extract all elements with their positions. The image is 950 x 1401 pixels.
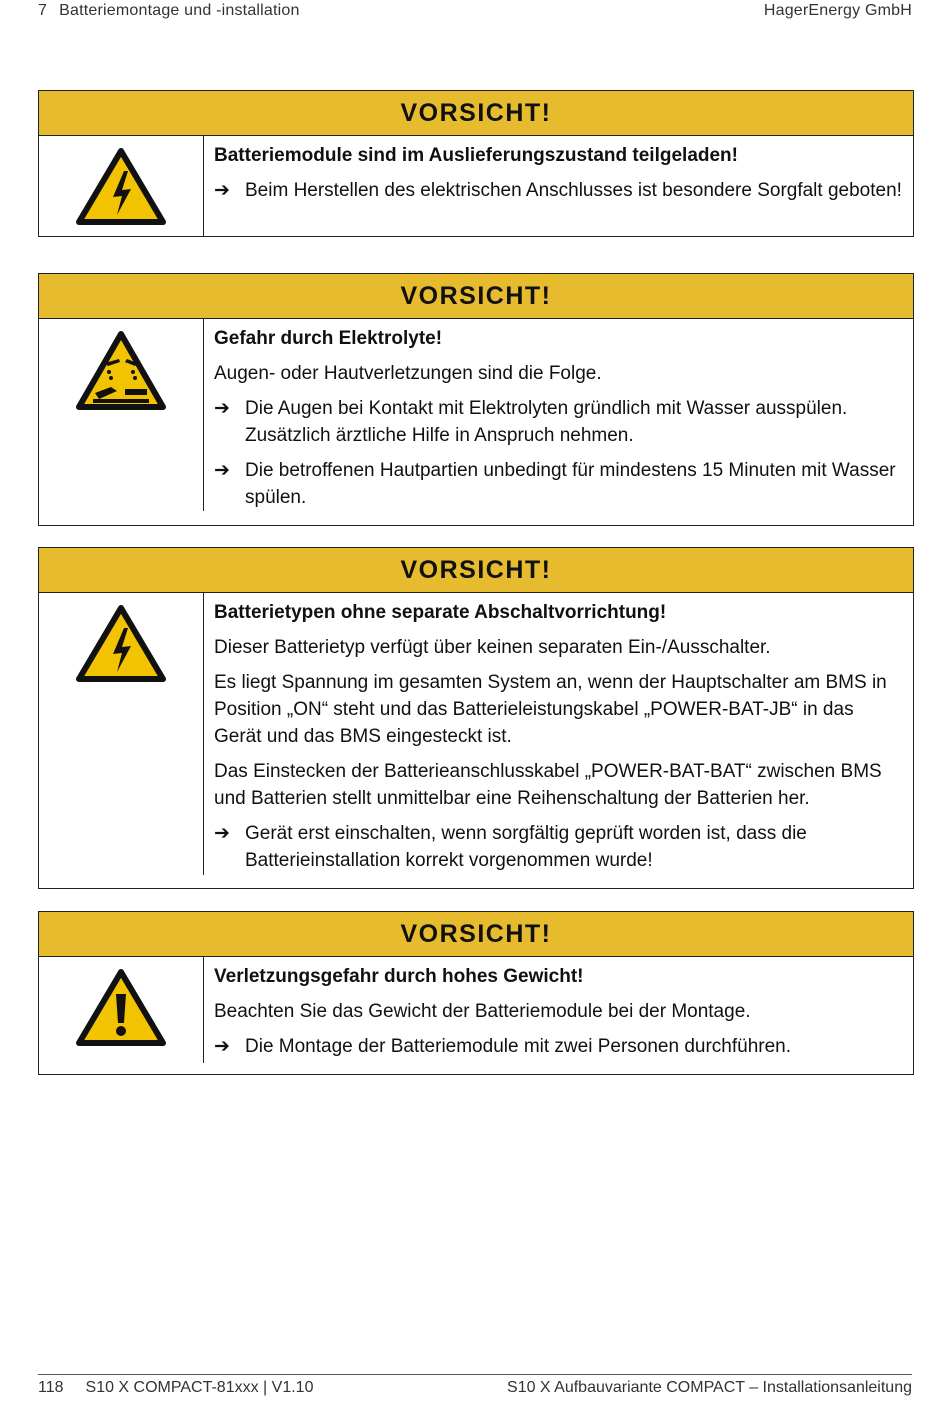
general-warning-icon	[75, 967, 167, 1052]
action-text: Die betroffenen Hautpartien unbedingt für mindestens 15 Minuten mit Wasser spülen.	[245, 460, 896, 508]
chapter-title: Batteriemontage und -installation	[59, 2, 300, 19]
document-id: S10 X COMPACT-81xxx | V1.10	[85, 1379, 314, 1396]
warning-paragraph: Augen- oder Hautverletzungen sind die Folge.	[214, 363, 602, 384]
chapter-number: 7	[38, 2, 48, 19]
warning-headline: Gefahr durch Elektrolyte!	[214, 328, 443, 349]
warning-paragraph: Es liegt Spannung im gesamten System an, wenn der Hauptschalter am BMS in Position „ON“ steht und das Batterieleistungskabel „POWER-BAT-JB“ in das Gerät und das BMS eingesteckt ist.	[214, 672, 887, 747]
company-name: HagerEnergy GmbH	[763, 2, 912, 19]
action-text: Beim Herstellen des elektrischen Anschlusses ist besondere Sorgfalt geboten!	[245, 180, 902, 201]
warning-headline: Batterietypen ohne separate Abschaltvorrichtung!	[214, 602, 667, 623]
footer-left	[38, 1379, 313, 1397]
action-item	[214, 457, 903, 511]
chapter-heading	[38, 2, 300, 20]
warning-paragraph: Dieser Batterietyp verfügt über keinen separaten Ein-/Ausschalter.	[214, 637, 771, 658]
action-text: Die Montage der Batteriemodule mit zwei Personen durchführen.	[245, 1036, 792, 1057]
warning-box-2	[38, 273, 914, 526]
document-title: S10 X Aufbauvariante COMPACT – Installationsanleitung	[507, 1379, 912, 1396]
arrow-icon: ➔	[214, 460, 230, 481]
warning-box-3	[38, 547, 914, 889]
warning-box-4	[38, 911, 914, 1075]
action-item	[214, 820, 903, 874]
arrow-icon: ➔	[214, 823, 230, 844]
arrow-icon: ➔	[214, 398, 230, 419]
arrow-icon: ➔	[214, 1036, 230, 1057]
page-header	[38, 2, 912, 24]
page-number: 118	[38, 1379, 64, 1396]
warning-box-1	[38, 90, 914, 237]
action-text: Gerät erst einschalten, wenn sorgfältig geprüft worden ist, dass die Batterieinstallation korrekt vorgenommen wurde!	[245, 823, 807, 871]
warning-headline: Batteriemodule sind im Auslieferungszustand teilgeladen!	[214, 145, 738, 166]
signal-word: VORSICHT!	[39, 912, 913, 957]
action-text: Die Augen bei Kontakt mit Elektrolyten gründlich mit Wasser ausspülen. Zusätzlich ärztliche Hilfe in Anspruch nehmen.	[245, 398, 848, 446]
arrow-icon: ➔	[214, 180, 230, 201]
signal-word: VORSICHT!	[39, 91, 913, 136]
signal-word: VORSICHT!	[39, 274, 913, 319]
action-item	[214, 395, 903, 449]
action-item	[214, 177, 903, 204]
electrical-hazard-icon	[75, 603, 167, 688]
warning-headline: Verletzungsgefahr durch hohes Gewicht!	[214, 966, 584, 987]
corrosive-substance-icon	[75, 329, 167, 418]
warning-paragraph: Das Einstecken der Batterieanschlusskabel „POWER-BAT-BAT“ zwischen BMS und Batterien stellt unmittelbar eine Reihenschaltung der Batterien her.	[214, 761, 882, 809]
action-item	[214, 1033, 903, 1060]
signal-word: VORSICHT!	[39, 548, 913, 593]
warning-paragraph: Beachten Sie das Gewicht der Batteriemodule bei der Montage.	[214, 1001, 751, 1022]
page-footer	[38, 1374, 912, 1401]
electrical-hazard-icon	[75, 146, 167, 231]
